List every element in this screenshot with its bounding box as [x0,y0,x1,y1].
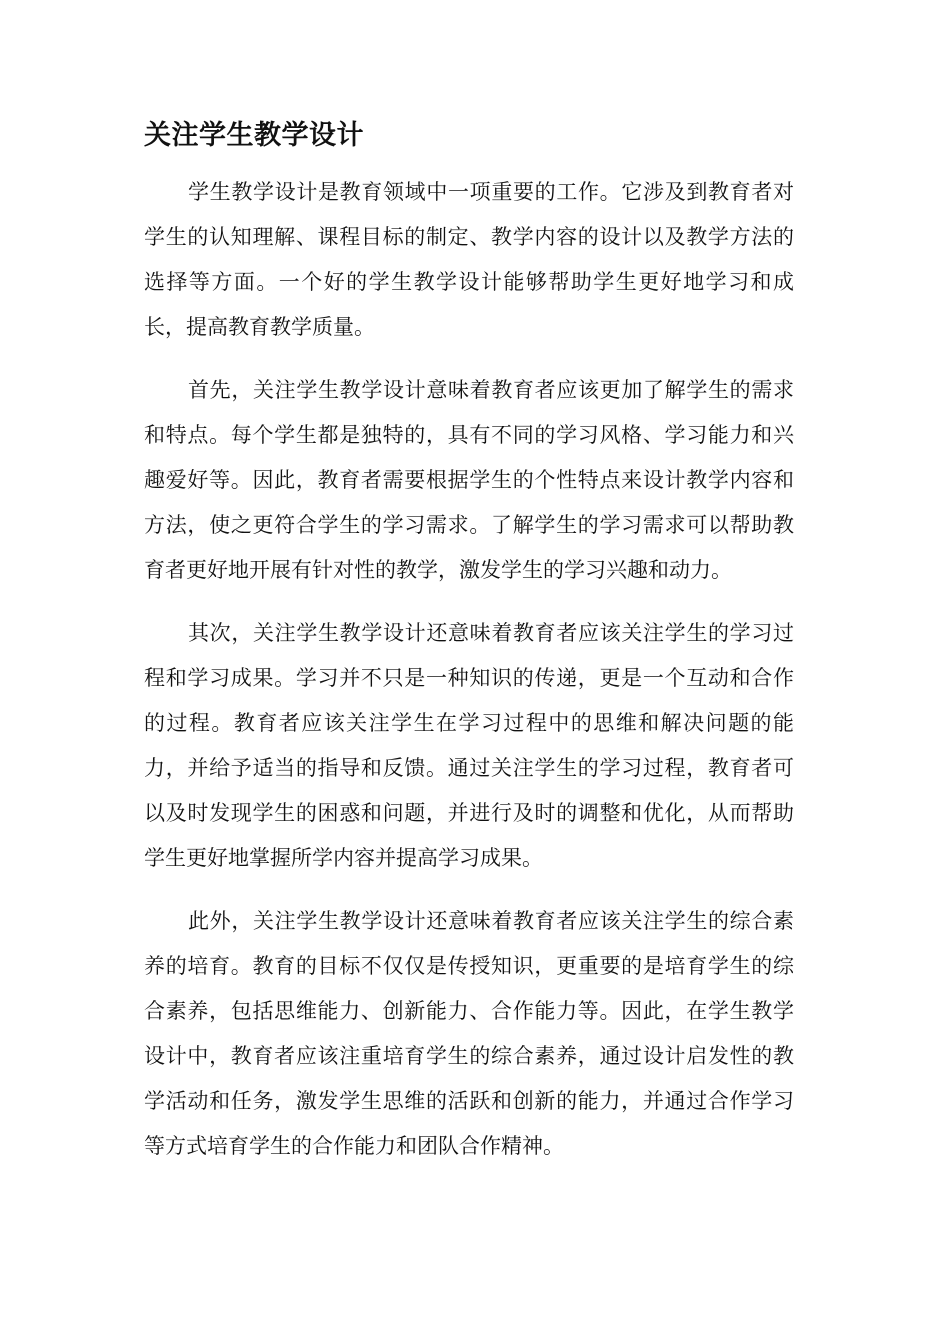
paragraph-second: 其次，关注学生教学设计还意味着教育者应该关注学生的学习过程和学习成果。学习并不只是一种知识的传递，更是一个互动和合作的过程。教育者应该关注学生在学习过程中的思维和解决问题的能力，并给予适当的指导和反馈。通过关注学生的学习过程，教育者可以及时发现学生的困惑和问题，并进行及时的调整和优化，从而帮助学生更好地掌握所学内容并提高学习成果。 [144,621,794,870]
document-body [144,114,794,1187]
paragraph-first: 首先，关注学生教学设计意味着教育者应该更加了解学生的需求和特点。每个学生都是独特的，具有不同的学习风格、学习能力和兴趣爱好等。因此，教育者需要根据学生的个性特点来设计教学内容和方法，使之更符合学生的学习需求。了解学生的学习需求可以帮助教育者更好地开展有针对性的教学，激发学生的学习兴趣和动力。 [144,378,794,582]
paragraph-intro: 学生教学设计是教育领域中一项重要的工作。它涉及到教育者对学生的认知理解、课程目标的制定、教学内容的设计以及教学方法的选择等方面。一个好的学生教学设计能够帮助学生更好地学习和成长，提高教育教学质量。 [144,180,794,339]
document-title: 关注学生教学设计 [144,120,364,151]
paragraph-third: 此外，关注学生教学设计还意味着教育者应该关注学生的综合素养的培育。教育的目标不仅仅是传授知识，更重要的是培育学生的综合素养，包括思维能力、创新能力、合作能力等。因此，在学生教学设计中，教育者应该注重培育学生的综合素养，通过设计启发性的教学活动和任务，激发学生思维的活跃和创新的能力，并通过合作学习等方式培育学生的合作能力和团队合作精神。 [144,909,794,1158]
